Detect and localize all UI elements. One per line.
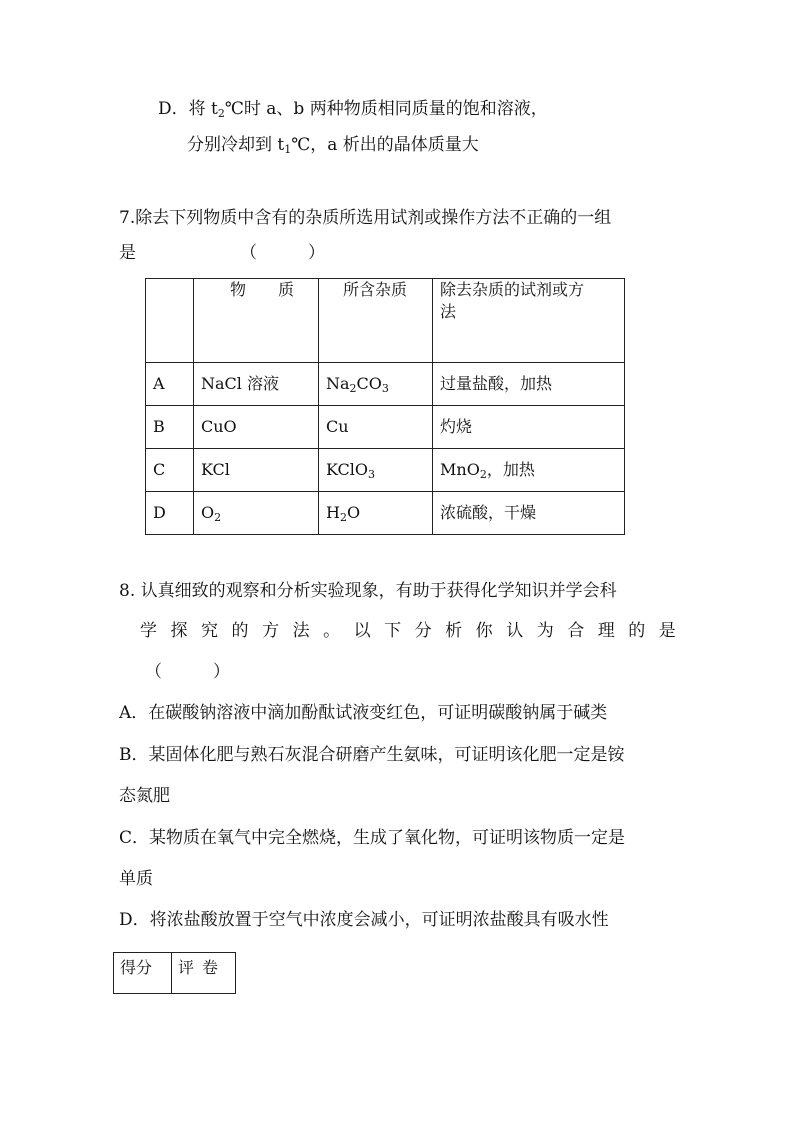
imp-part: Na — [326, 374, 350, 393]
table-row — [146, 363, 625, 406]
q7-header-method-line1: 除去杂质的试剂或方 — [440, 280, 585, 299]
row-label: C — [146, 449, 194, 492]
sub-part: O — [201, 503, 215, 522]
q8-stem-char: 以 — [353, 621, 371, 641]
row-substance: NaCl 溶液 — [194, 363, 319, 406]
q7-options-table — [145, 278, 625, 535]
q7-header-substance: 物 质 — [194, 279, 319, 363]
row-impurity — [319, 449, 433, 492]
q7-stem-end: 是 — [119, 243, 136, 263]
q6-d-text-c: 分别冷却到 t — [187, 135, 285, 155]
row-impurity — [319, 363, 433, 406]
q6-d-text-d: ℃，a 析出的晶体质量大 — [291, 135, 479, 155]
q8-stem-line1: 8. 认真细致的观察和分析实验现象，有助于获得化学知识并学会科 — [119, 581, 617, 601]
q7-stem-line2 — [119, 242, 325, 264]
q8-stem-char: 的 — [231, 621, 249, 641]
row-substance: KCl — [194, 449, 319, 492]
row-label: D — [146, 492, 194, 535]
method-part: MnO — [440, 460, 480, 479]
q6-d-subscript-t1: 1 — [284, 143, 292, 156]
q8-stem-char: 理 — [597, 621, 615, 641]
row-label: B — [146, 406, 194, 449]
q8-stem-char: 认 — [506, 621, 524, 641]
table-row — [146, 406, 625, 449]
q8-stem-char: 你 — [475, 621, 493, 641]
q6-d-subscript-t2: 2 — [217, 107, 225, 120]
q7-header-method — [433, 279, 625, 363]
q8-option-c-line2: 单质 — [119, 869, 153, 889]
q8-stem-char: 下 — [384, 621, 402, 641]
q8-stem-char: 是 — [658, 621, 676, 641]
q6-option-d-line2 — [187, 134, 479, 156]
row-method: 灼烧 — [433, 406, 625, 449]
q8-answer-paren: （ ） — [145, 662, 230, 682]
q7-header-method-line2: 法 — [440, 302, 457, 321]
row-impurity: Cu — [319, 406, 433, 449]
imp-part: CO — [356, 374, 382, 393]
q8-stem-char: 。 — [323, 621, 341, 641]
q7-answer-paren: （ ） — [240, 243, 325, 263]
q8-option-b-line2: 态氮肥 — [119, 786, 170, 806]
row-method: 过量盐酸，加热 — [433, 363, 625, 406]
q7-header-impurity: 所含杂质 — [319, 279, 433, 363]
q7-stem-line1: 7.除去下列物质中含有的杂质所选用试剂或操作方法不正确的一组 — [119, 208, 612, 228]
q8-option-a: A．在碳酸钠溶液中滴加酚酞试液变红色，可证明碳酸钠属于碱类 — [119, 703, 608, 723]
method-sub: 2 — [479, 468, 487, 481]
q8-stem-char: 方 — [262, 621, 280, 641]
table-row — [146, 492, 625, 535]
score-box — [113, 952, 236, 994]
score-box-row — [114, 953, 236, 994]
q8-stem-char: 分 — [414, 621, 432, 641]
q8-option-b-line1: B．某固体化肥与熟石灰混合研磨产生氨味，可证明该化肥一定是铵 — [119, 745, 625, 765]
row-method — [433, 449, 625, 492]
table-row — [146, 449, 625, 492]
imp-part: O — [346, 503, 361, 522]
imp-part: H — [326, 503, 340, 522]
q8-stem-line2 — [140, 620, 676, 642]
q8-option-c-line1: C．某物质在氧气中完全燃烧，生成了氧化物，可证明该物质一定是 — [119, 828, 626, 848]
imp-sub: 3 — [368, 468, 375, 481]
q8-stem-char: 析 — [445, 621, 463, 641]
row-substance: CuO — [194, 406, 319, 449]
q6-d-text-b: ℃时 a、b 两种物质相同质量的饱和溶液， — [224, 99, 548, 119]
q8-stem-char: 合 — [567, 621, 585, 641]
review-cell: 评卷 — [172, 953, 236, 994]
q8-stem-char: 为 — [536, 621, 554, 641]
row-substance — [194, 492, 319, 535]
score-cell: 得分 — [114, 953, 172, 994]
q8-stem-char: 的 — [628, 621, 646, 641]
imp-sub: 3 — [381, 382, 389, 395]
row-impurity — [319, 492, 433, 535]
q8-stem-char: 法 — [292, 621, 310, 641]
row-method: 浓硫酸，干燥 — [433, 492, 625, 535]
q8-stem-char: 学 — [140, 621, 157, 641]
sub-sub: 2 — [214, 511, 222, 524]
q6-d-text-a: D．将 t — [158, 99, 218, 119]
imp-sub: 2 — [349, 382, 357, 395]
q8-stem-char: 究 — [201, 621, 219, 641]
q8-stem-char: 探 — [170, 621, 188, 641]
row-label: A — [146, 363, 194, 406]
q8-option-d: D．将浓盐酸放置于空气中浓度会减小，可证明浓盐酸具有吸水性 — [119, 910, 609, 930]
q7-header-blank — [146, 279, 194, 363]
imp-part: KClO — [326, 460, 368, 479]
q6-option-d-line1 — [158, 98, 548, 120]
imp-sub: 2 — [339, 511, 347, 524]
method-part: ，加热 — [486, 460, 535, 479]
q7-table-header-row — [146, 279, 625, 363]
